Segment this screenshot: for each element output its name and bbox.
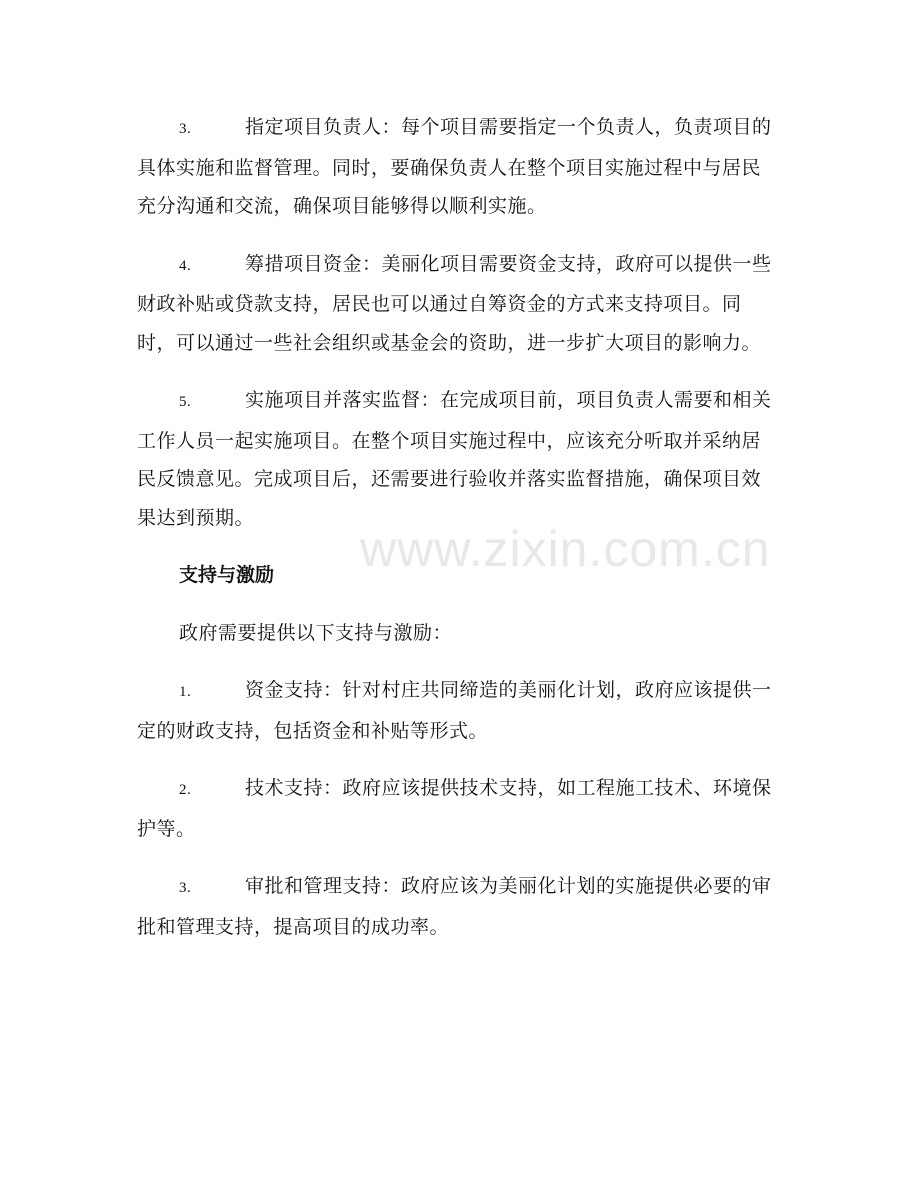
list-item-text: 筹措项目资金：美丽化项目需要资金支持，政府可以提供一些财政补贴或贷款支持，居民也可以通过自筹资金的方式来支持项目。同时，可以通过一些社会组织或基金会的资助，进一步扩大项目的影响力。 <box>137 252 772 354</box>
list-item-number: 5. <box>179 394 192 410</box>
list-item <box>137 108 777 226</box>
list-item-number: 3. <box>179 121 192 137</box>
list-item-number: 3. <box>179 880 192 896</box>
list-item-text: 技术支持：政府应该提供技术支持，如工程施工技术、环境保护等。 <box>137 777 772 840</box>
list-item <box>137 245 777 363</box>
list-item <box>137 867 777 946</box>
section-intro: 政府需要提供以下支持与激励： <box>179 621 453 644</box>
list-item-text: 指定项目负责人：每个项目需要指定一个负责人，负责项目的具体实施和监督管理。同时，要确保负责人在整个项目实施过程中与居民充分沟通和交流，确保项目能够得以顺利实施。 <box>137 116 772 217</box>
list-item-number: 1. <box>179 684 192 700</box>
list-item <box>137 381 777 537</box>
watermark: www.zixin.com.cn <box>360 521 771 577</box>
document-body <box>137 108 777 965</box>
section-heading: 支持与激励 <box>179 564 275 586</box>
list-item <box>137 671 777 750</box>
list-item-number: 2. <box>179 782 192 798</box>
list-item-text: 资金支持：针对村庄共同缔造的美丽化计划，政府应该提供一定的财政支持，包括资金和补贴等形式。 <box>137 679 772 742</box>
list-item <box>137 769 777 848</box>
list-item-text: 审批和管理支持：政府应该为美丽化计划的实施提供必要的审批和管理支持，提高项目的成功率。 <box>137 875 772 938</box>
list-item-text: 实施项目并落实监督：在完成项目前，项目负责人需要和相关工作人员一起实施项目。在整个项目实施过程中，应该充分听取并采纳居民反馈意见。完成项目后，还需要进行验收并落实监督措施，确保项目效果达到预期。 <box>137 389 772 529</box>
list-item-number: 4. <box>179 257 192 274</box>
